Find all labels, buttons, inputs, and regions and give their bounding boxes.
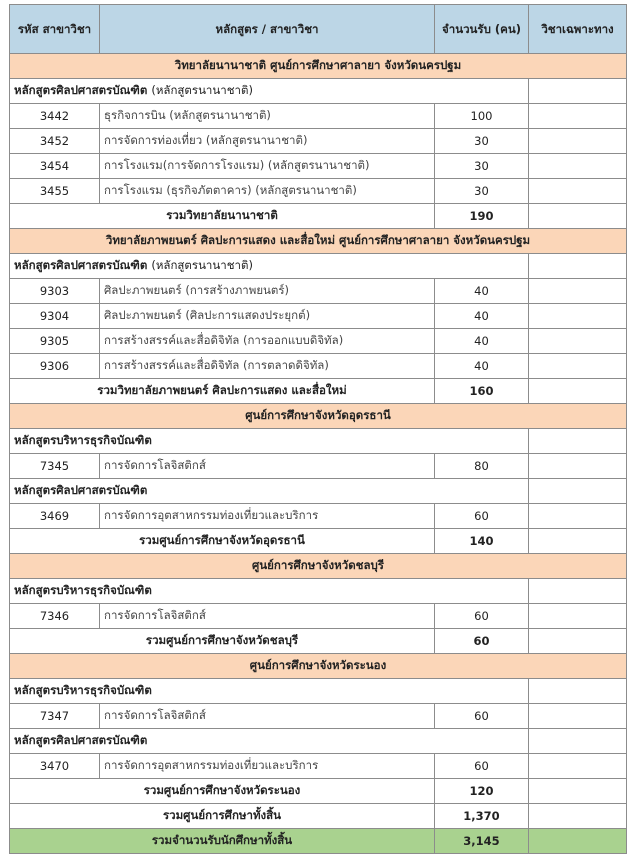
program-code: 3454 (10, 154, 100, 179)
degree-row (10, 729, 627, 754)
subtotal-value: 160 (435, 379, 529, 404)
degree-row (10, 254, 627, 279)
program-code: 3452 (10, 129, 100, 154)
special-cell (529, 829, 627, 854)
program-capacity: 100 (435, 104, 529, 129)
special-cell (529, 579, 627, 604)
degree-cell (10, 679, 529, 704)
section-title: ศูนย์การศึกษาจังหวัดชลบุรี (10, 554, 627, 579)
subtotal-value: 120 (435, 779, 529, 804)
program-name: การจัดการโลจิสติกส์ (100, 704, 435, 729)
grand-total-value: 3,145 (435, 829, 529, 854)
section-title: ศูนย์การศึกษาจังหวัดระนอง (10, 654, 627, 679)
special-cell (529, 679, 627, 704)
subtotal-label: รวมวิทยาลัยภาพยนตร์ ศิลปะการแสดง และสื่อใหม่ (10, 379, 435, 404)
admission-table (9, 4, 627, 854)
special-cell (529, 179, 627, 204)
program-code: 3455 (10, 179, 100, 204)
program-name: การโรงแรม(การจัดการโรงแรม) (หลักสูตรนานาชาติ) (100, 154, 435, 179)
special-cell (529, 354, 627, 379)
special-cell (529, 429, 627, 454)
program-row (10, 154, 627, 179)
special-cell (529, 254, 627, 279)
special-cell (529, 129, 627, 154)
program-row (10, 104, 627, 129)
degree-label: หลักสูตรบริหารธุรกิจบัณฑิต (14, 433, 152, 447)
degree-label: หลักสูตรศิลปศาสตรบัณฑิต (14, 483, 148, 497)
program-name: การสร้างสรรค์และสื่อดิจิทัล (การออกแบบดิจิทัล) (100, 329, 435, 354)
subtotal-row (10, 529, 627, 554)
header-program: หลักสูตร / สาขาวิชา (100, 5, 435, 54)
degree-label: หลักสูตรบริหารธุรกิจบัณฑิต (14, 683, 152, 697)
special-cell (529, 104, 627, 129)
program-name: ศิลปะภาพยนตร์ (การสร้างภาพยนตร์) (100, 279, 435, 304)
degree-cell (10, 254, 529, 279)
special-cell (529, 204, 627, 229)
program-capacity: 60 (435, 754, 529, 779)
section-row (10, 54, 627, 79)
special-cell (529, 454, 627, 479)
degree-label: หลักสูตรศิลปศาสตรบัณฑิต (14, 258, 148, 272)
subtotal-value: 190 (435, 204, 529, 229)
degree-note: (หลักสูตรนานาชาติ) (151, 258, 253, 272)
subtotal-row (10, 629, 627, 654)
program-name: การโรงแรม (ธุรกิจภัตตาคาร) (หลักสูตรนานาชาติ) (100, 179, 435, 204)
program-code: 9305 (10, 329, 100, 354)
section-title: วิทยาลัยภาพยนตร์ ศิลปะการแสดง และสื่อใหม่ ศูนย์การศึกษาศาลายา จังหวัดนครปฐม (10, 229, 627, 254)
degree-cell (10, 429, 529, 454)
program-code: 9306 (10, 354, 100, 379)
section-row (10, 554, 627, 579)
degree-cell (10, 79, 529, 104)
section-title: วิทยาลัยนานาชาติ ศูนย์การศึกษาศาลายา จังหวัดนครปฐม (10, 54, 627, 79)
grand-total-row (10, 829, 627, 854)
program-capacity: 40 (435, 329, 529, 354)
program-capacity: 60 (435, 604, 529, 629)
special-cell (529, 154, 627, 179)
program-row (10, 754, 627, 779)
program-capacity: 40 (435, 304, 529, 329)
section-title: ศูนย์การศึกษาจังหวัดอุดรธานี (10, 404, 627, 429)
program-row (10, 454, 627, 479)
special-cell (529, 279, 627, 304)
program-code: 3470 (10, 754, 100, 779)
degree-label: หลักสูตรบริหารธุรกิจบัณฑิต (14, 583, 152, 597)
degree-cell (10, 729, 529, 754)
header-code: รหัส สาขาวิชา (10, 5, 100, 54)
degree-note: (หลักสูตรนานาชาติ) (151, 83, 253, 97)
degree-cell (10, 579, 529, 604)
section-row (10, 229, 627, 254)
subtotal-row (10, 379, 627, 404)
special-cell (529, 779, 627, 804)
special-cell (529, 79, 627, 104)
program-name: การจัดการอุตสาหกรรมท่องเที่ยวและบริการ (100, 504, 435, 529)
program-capacity: 40 (435, 279, 529, 304)
subtotal-row (10, 779, 627, 804)
table-body (10, 54, 627, 854)
degree-label: หลักสูตรศิลปศาสตรบัณฑิต (14, 83, 148, 97)
program-row (10, 704, 627, 729)
program-row (10, 179, 627, 204)
program-capacity: 40 (435, 354, 529, 379)
program-capacity: 60 (435, 704, 529, 729)
section-row (10, 404, 627, 429)
program-capacity: 30 (435, 154, 529, 179)
special-cell (529, 704, 627, 729)
special-cell (529, 304, 627, 329)
special-cell (529, 804, 627, 829)
program-code: 3469 (10, 504, 100, 529)
program-code: 3442 (10, 104, 100, 129)
program-row (10, 129, 627, 154)
program-capacity: 60 (435, 504, 529, 529)
program-capacity: 30 (435, 179, 529, 204)
program-row (10, 304, 627, 329)
degree-cell (10, 479, 529, 504)
subtotal-value: 140 (435, 529, 529, 554)
program-name: การจัดการท่องเที่ยว (หลักสูตรนานาชาติ) (100, 129, 435, 154)
program-name: การสร้างสรรค์และสื่อดิจิทัล (การตลาดดิจิทัล) (100, 354, 435, 379)
program-code: 7347 (10, 704, 100, 729)
program-code: 9304 (10, 304, 100, 329)
header-capacity: จำนวนรับ (คน) (435, 5, 529, 54)
program-code: 7346 (10, 604, 100, 629)
header-special: วิชาเฉพาะทาง (529, 5, 627, 54)
centers-total-label: รวมศูนย์การศึกษาทั้งสิ้น (10, 804, 435, 829)
section-row (10, 654, 627, 679)
subtotal-label: รวมศูนย์การศึกษาจังหวัดระนอง (10, 779, 435, 804)
subtotal-row (10, 204, 627, 229)
program-row (10, 279, 627, 304)
program-capacity: 80 (435, 454, 529, 479)
program-row (10, 604, 627, 629)
program-name: การจัดการโลจิสติกส์ (100, 454, 435, 479)
special-cell (529, 604, 627, 629)
degree-row (10, 579, 627, 604)
program-name: การจัดการอุตสาหกรรมท่องเที่ยวและบริการ (100, 754, 435, 779)
program-name: การจัดการโลจิสติกส์ (100, 604, 435, 629)
subtotal-label: รวมศูนย์การศึกษาจังหวัดชลบุรี (10, 629, 435, 654)
grand-total-label: รวมจำนวนรับนักศึกษาทั้งสิ้น (10, 829, 435, 854)
subtotal-value: 60 (435, 629, 529, 654)
degree-row (10, 679, 627, 704)
program-capacity: 30 (435, 129, 529, 154)
centers-total-row (10, 804, 627, 829)
special-cell (529, 379, 627, 404)
special-cell (529, 754, 627, 779)
special-cell (529, 479, 627, 504)
degree-row (10, 79, 627, 104)
special-cell (529, 504, 627, 529)
program-name: ธุรกิจการบิน (หลักสูตรนานาชาติ) (100, 104, 435, 129)
special-cell (529, 629, 627, 654)
program-row (10, 329, 627, 354)
special-cell (529, 729, 627, 754)
table-header (10, 5, 627, 54)
centers-total-value: 1,370 (435, 804, 529, 829)
program-name: ศิลปะภาพยนตร์ (ศิลปะการแสดงประยุกต์) (100, 304, 435, 329)
subtotal-label: รวมศูนย์การศึกษาจังหวัดอุดรธานี (10, 529, 435, 554)
program-code: 7345 (10, 454, 100, 479)
degree-row (10, 479, 627, 504)
special-cell (529, 529, 627, 554)
degree-label: หลักสูตรศิลปศาสตรบัณฑิต (14, 733, 148, 747)
degree-row (10, 429, 627, 454)
program-row (10, 354, 627, 379)
program-code: 9303 (10, 279, 100, 304)
special-cell (529, 329, 627, 354)
program-row (10, 504, 627, 529)
subtotal-label: รวมวิทยาลัยนานาชาติ (10, 204, 435, 229)
